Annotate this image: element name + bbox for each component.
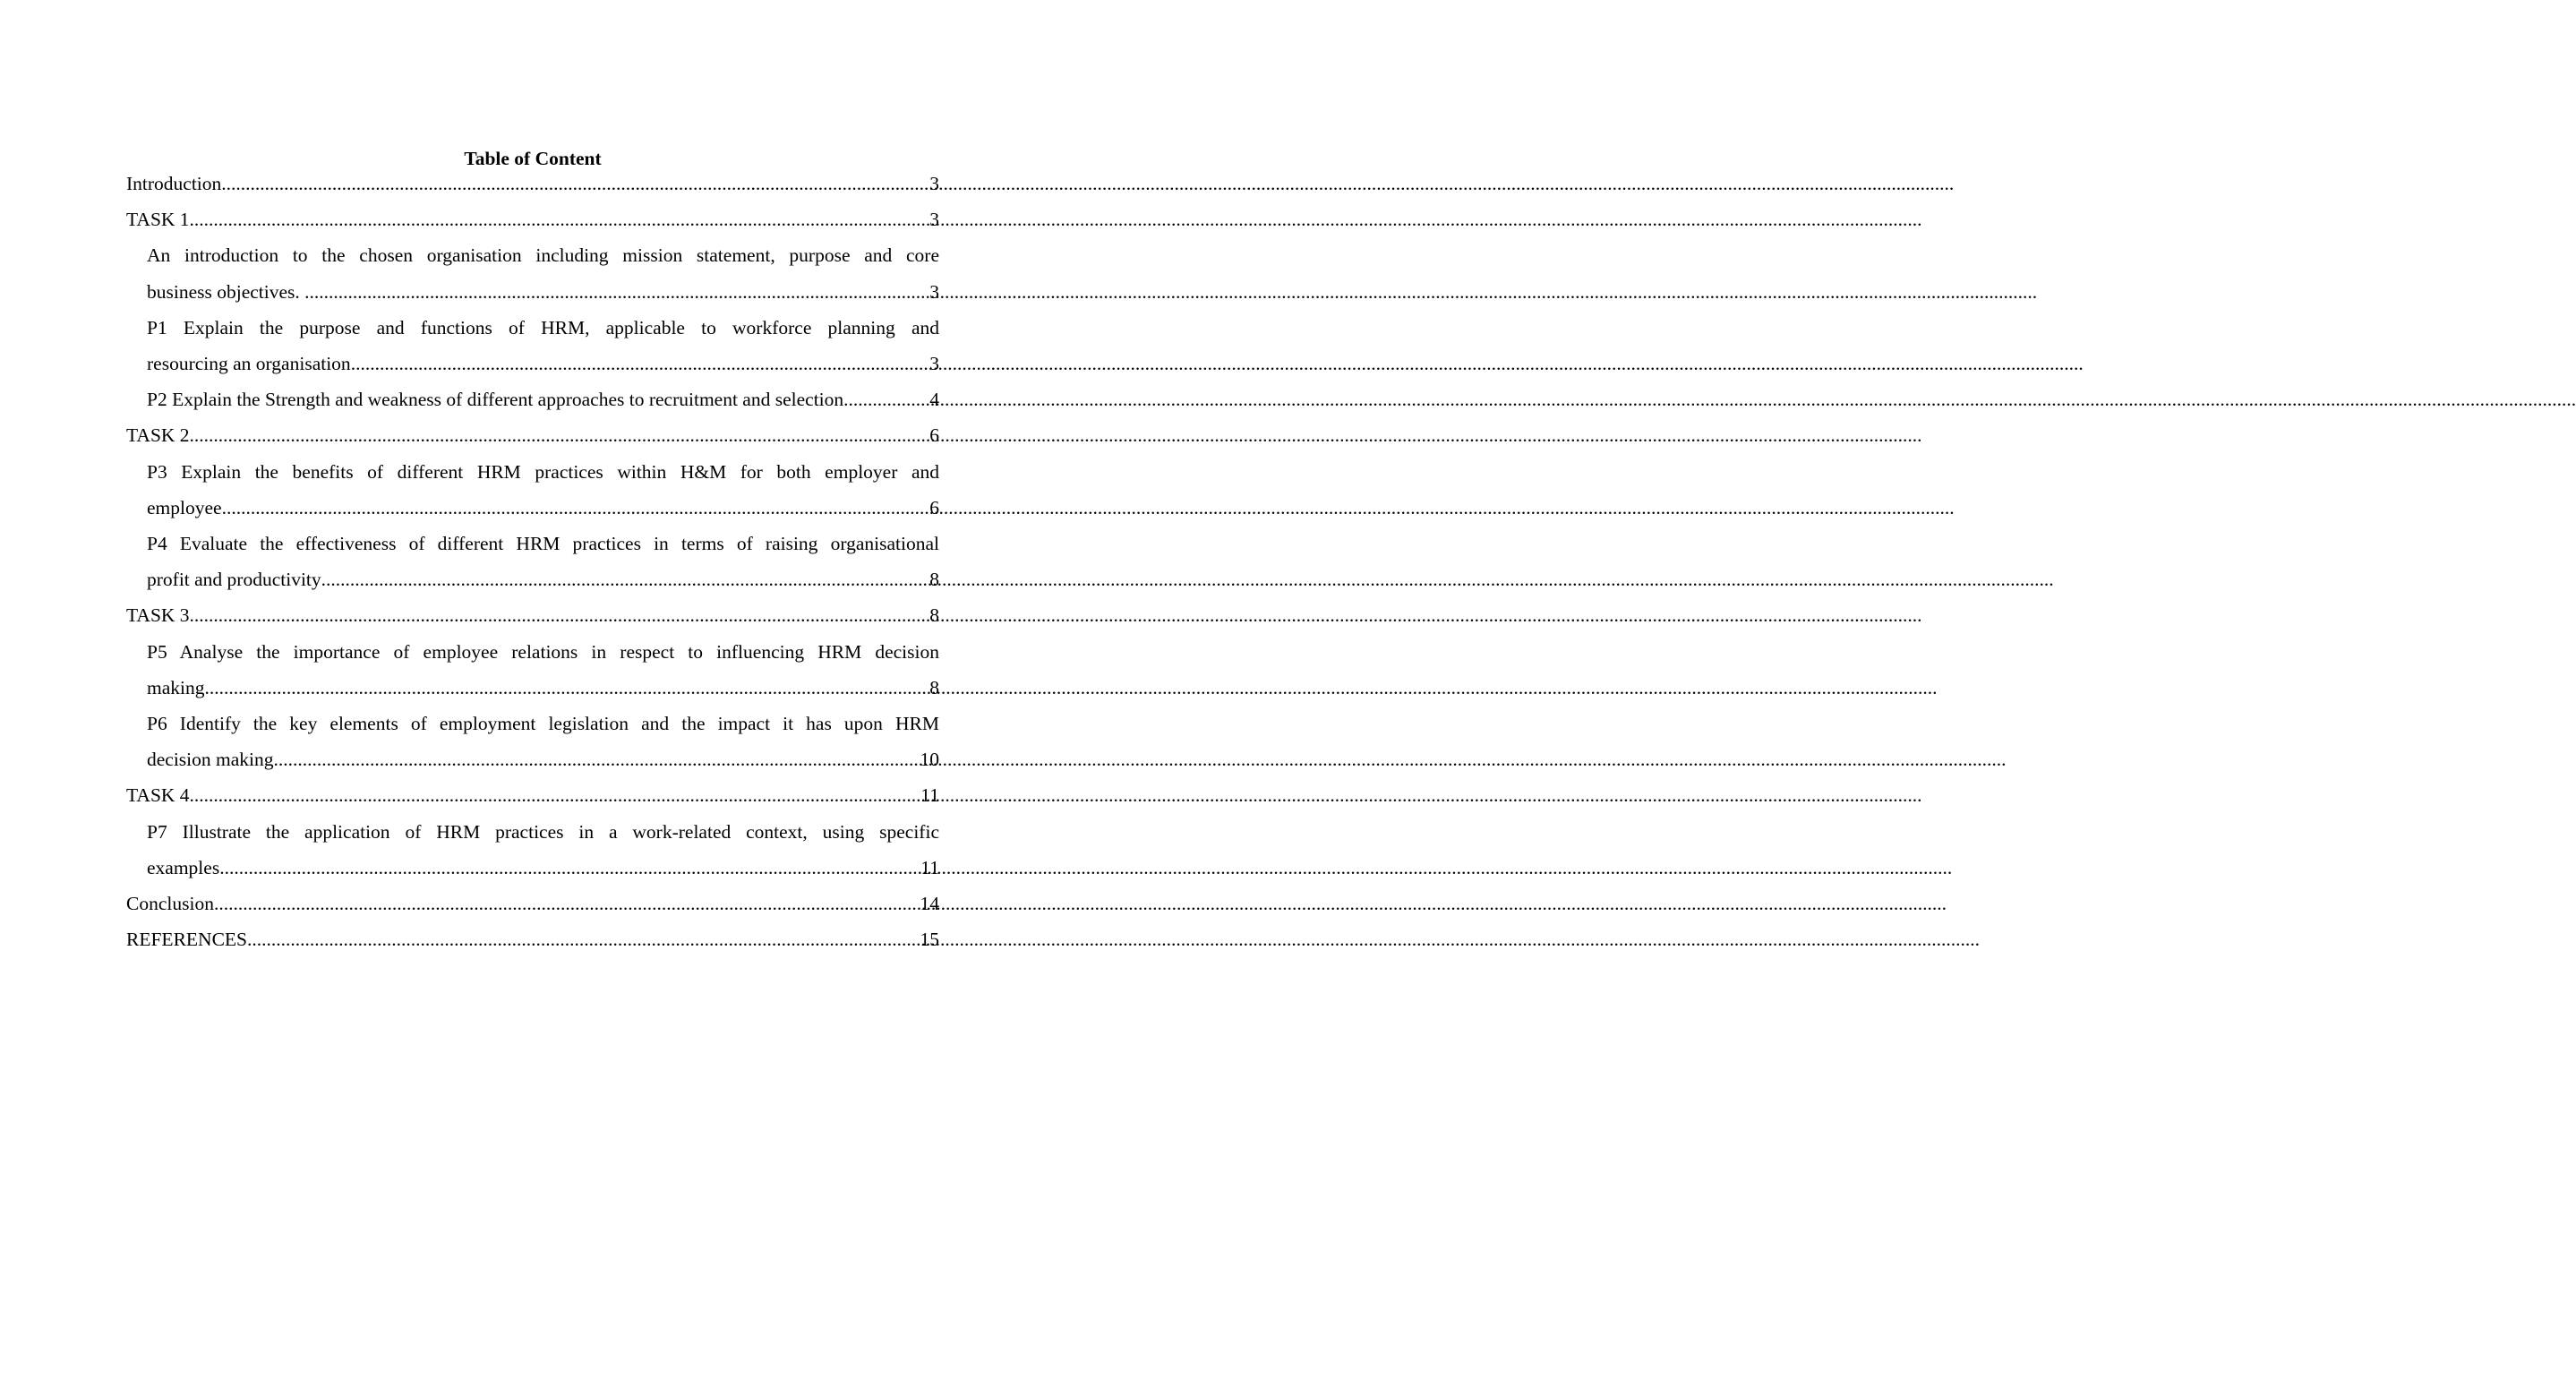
- toc-entry-task-3[interactable]: [126, 597, 939, 633]
- toc-page-number: 8: [929, 569, 939, 591]
- toc-entry-first-line: P4 Evaluate the effectiveness of different HRM practices in terms of raising organisational: [147, 533, 939, 555]
- toc-entry-label: TASK 4: [126, 784, 190, 807]
- toc-entry-first-line: P7 Illustrate the application of HRM practices in a work-related context, using specific: [147, 820, 939, 843]
- dot-leader: [190, 201, 930, 237]
- toc-page-number: 6: [929, 496, 939, 518]
- dot-leader: [304, 274, 929, 310]
- dot-leader: [274, 741, 920, 777]
- toc-entry-first-line: P1 Explain the purpose and functions of HRM, applicable to workforce planning and: [147, 316, 939, 338]
- toc-entry-p7[interactable]: [126, 814, 939, 886]
- toc-entry-label: profit and productivity: [147, 569, 321, 591]
- toc-entry-task-4[interactable]: [126, 777, 939, 813]
- dot-leader: [321, 561, 930, 597]
- toc-entry-conclusion[interactable]: [126, 886, 939, 921]
- toc-entry-label: examples: [147, 856, 220, 878]
- toc-page-number: 15: [920, 929, 939, 951]
- toc-page-number: 3: [929, 209, 939, 231]
- toc-page-number: 10: [920, 749, 939, 771]
- dot-leader: [222, 490, 930, 526]
- toc-page-number: 8: [929, 604, 939, 627]
- toc-entry-label: Conclusion: [126, 893, 214, 915]
- toc-entry-p6[interactable]: [126, 706, 939, 777]
- toc-page-number: 6: [929, 424, 939, 447]
- toc-list: [126, 166, 939, 957]
- toc-page-number: 3: [929, 280, 939, 303]
- toc-entry-p5[interactable]: [126, 634, 939, 706]
- toc-entry-p1[interactable]: [126, 310, 939, 381]
- dot-leader: [247, 921, 920, 957]
- toc-page-number: 8: [929, 676, 939, 698]
- toc-entry-label: REFERENCES: [126, 929, 247, 951]
- dot-leader: [190, 777, 921, 813]
- toc-entry-label: P2 Explain the Strength and weakness of different approaches to recruitment and selection: [147, 389, 844, 411]
- toc-entry-p3[interactable]: [126, 454, 939, 526]
- toc-entry-label: employee: [147, 496, 222, 518]
- toc-entry-label: business objectives.: [147, 280, 305, 303]
- toc-entry-label: decision making: [147, 749, 274, 771]
- dot-leader: [205, 670, 930, 706]
- toc-entry-references[interactable]: [126, 921, 939, 957]
- toc-page-number: 11: [920, 784, 939, 807]
- toc-entry-first-line: An introduction to the chosen organisation including mission statement, purpose and core: [147, 244, 939, 267]
- toc-entry-introduction-organisation[interactable]: [126, 237, 939, 309]
- toc-entry-introduction[interactable]: [126, 166, 939, 201]
- dot-leader: [190, 597, 930, 633]
- toc-entry-first-line: P5 Analyse the importance of employee relations in respect to influencing HRM decision: [147, 640, 939, 663]
- toc-entry-task-2[interactable]: [126, 417, 939, 453]
- dot-leader: [214, 886, 920, 921]
- toc-page-number: 11: [920, 856, 939, 878]
- dot-leader: [221, 166, 929, 201]
- document-page: [126, 146, 939, 957]
- dot-leader: [843, 381, 929, 417]
- dot-leader: [219, 850, 920, 886]
- toc-entry-label: Introduction: [126, 173, 222, 194]
- toc-entry-label: TASK 1: [126, 209, 190, 231]
- toc-page-number: 3: [929, 173, 939, 194]
- toc-page-number: 14: [920, 893, 939, 915]
- toc-entry-p2[interactable]: [126, 381, 939, 417]
- toc-entry-label: TASK 3: [126, 604, 190, 627]
- page-title: Table of Content: [464, 148, 602, 169]
- toc-entry-task-1[interactable]: [126, 201, 939, 237]
- toc-page-number: 4: [929, 389, 939, 411]
- dot-leader: [351, 346, 930, 381]
- toc-entry-first-line: P6 Identify the key elements of employment legislation and the impact it has upon HRM: [147, 713, 939, 735]
- toc-entry-label: TASK 2: [126, 424, 190, 447]
- toc-page-number: 3: [929, 353, 939, 375]
- toc-entry-p4[interactable]: [126, 526, 939, 597]
- toc-entry-first-line: P3 Explain the benefits of different HRM practices within H&M for both employer and: [147, 460, 939, 483]
- toc-entry-label: making: [147, 676, 205, 698]
- dot-leader: [190, 417, 930, 453]
- toc-entry-label: resourcing an organisation: [147, 353, 351, 375]
